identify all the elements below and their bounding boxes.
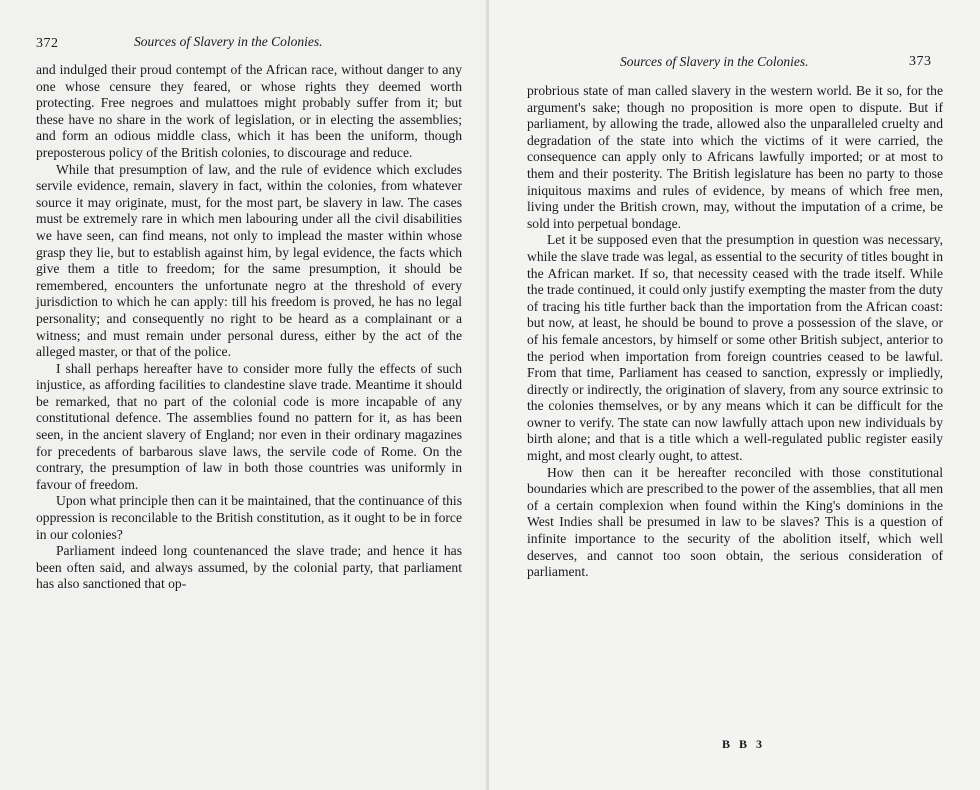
printer-signature: B B 3 [722,737,766,751]
right-paragraph-3: How then can it be hereafter reconciled with those constitutional boundaries which are prescribed to the power of the assemblies, that all men of a certain complexion when found within the King's dominions in the West Indies shall be presumed in law to be slaves? This is a question of infinite importance to the security of the abolition itself, which well deserves, and cannot too soon obtain, the serious consideration of parliament. [527,464,943,580]
left-paragraph-1: and indulged their proud contempt of the African race, without danger to any one whose censure they feared, or whose rights they deemed worth protecting. Free negroes and mulattoes might probably suffer from it; but these have no share in the work of legislation, or in electing the assemblies; and form an odious middle class, which it has been the uniform, though preposterous policy of the British colonies, to discourage and reduce. [36,62,462,160]
right-page-number: 373 [909,54,932,69]
left-page [0,0,489,790]
right-paragraph-2: Let it be supposed even that the presumption in question was necessary, while the slave trade was legal, as essential to the security of titles bought in the African market. If so, that necessity ceased with the trade itself. While the trade continued, it could only justify exempting the master from the duty of tracing his title further back than the importation from the African coast: but now, at least, he should be bound to prove a possession of the slave, or of his female ancestors, by himself or some other British subject, anterior to the period when importation from foreign countries ceased to be lawful. From that time, Parliament has ceased to sanction, expressly or impliedly, directly or indirectly, the origination of slavery, from any source extrinsic to the colonies themselves, or by any means which it can be difficult for the owner to verify. The state can now lawfully attach upon new individuals by birth alone; and that is a title which a well-regulated public register easily might, and most clearly ought, to attest. [527,232,943,464]
left-running-head: Sources of Slavery in the Colonies. [134,34,323,49]
left-paragraph-2: While that presumption of law, and the rule of evidence which excludes servile evidence, remain, slavery in fact, within the colonies, from whatever source it may originate, must, for the most part, be slavery in law. The cases must be extremely rare in which men labouring under all the civil disabilities we have seen, can find means, not only to implead the master within whose grasp they lie, but to establish against him, by legal evidence, the facts which give them a title to freedom; for the same presumption, it should be remembered, encounters the unfortunate negro at the threshold of every jurisdiction to which he can apply: till his freedom is proved, he has no legal personality; and consequently no right to be heard as a complainant or a witness; and must remain under personal duress, either by the act of the alleged master, or that of the police. [36,161,462,360]
left-paragraph-4: Upon what principle then can it be maintained, that the continuance of this oppression is reconcilable to the British constitution, as it ought to be in force in our colonies? [36,493,462,542]
left-body-text [36,62,462,593]
right-body-text [527,83,943,581]
right-paragraph-1: probrious state of man called slavery in the western world. Be it so, for the argument's sake; though no proposition is more open to dispute. But if parliament, by allowing the trade, allowed also the unparalleled cruelty and degradation of the state into which the victims of it were carried, the consequence can apply only to Africans lawfully imported; or at most to them and their posterity. The British legislature has been no party to those iniquitous maxims and rules of evidence, by means of which free men, living under the British crown, may, without the imputation of a crime, be sold into perpetual bondage. [527,83,943,231]
right-page [489,0,980,790]
left-page-number: 372 [36,36,59,51]
left-paragraph-5: Parliament indeed long countenanced the slave trade; and hence it has been often said, and always assumed, by the colonial party, that parliament has also sanctioned that op- [36,543,462,592]
left-paragraph-3: I shall perhaps hereafter have to consider more fully the effects of such injustice, as affording facilities to clandestine slave trade. Meantime it should be remarked, that no part of the colonial code is more incapable of any constitutional defence. The assemblies found no pattern for it, as has been seen, in the ancient slavery of England; nor even in their ordinary magazines for precedents of barbarous slave laws, the servile code of Rome. On the contrary, the presumption of law in both those countries was uniformly in favour of freedom. [36,360,462,492]
right-running-head: Sources of Slavery in the Colonies. [620,54,809,69]
